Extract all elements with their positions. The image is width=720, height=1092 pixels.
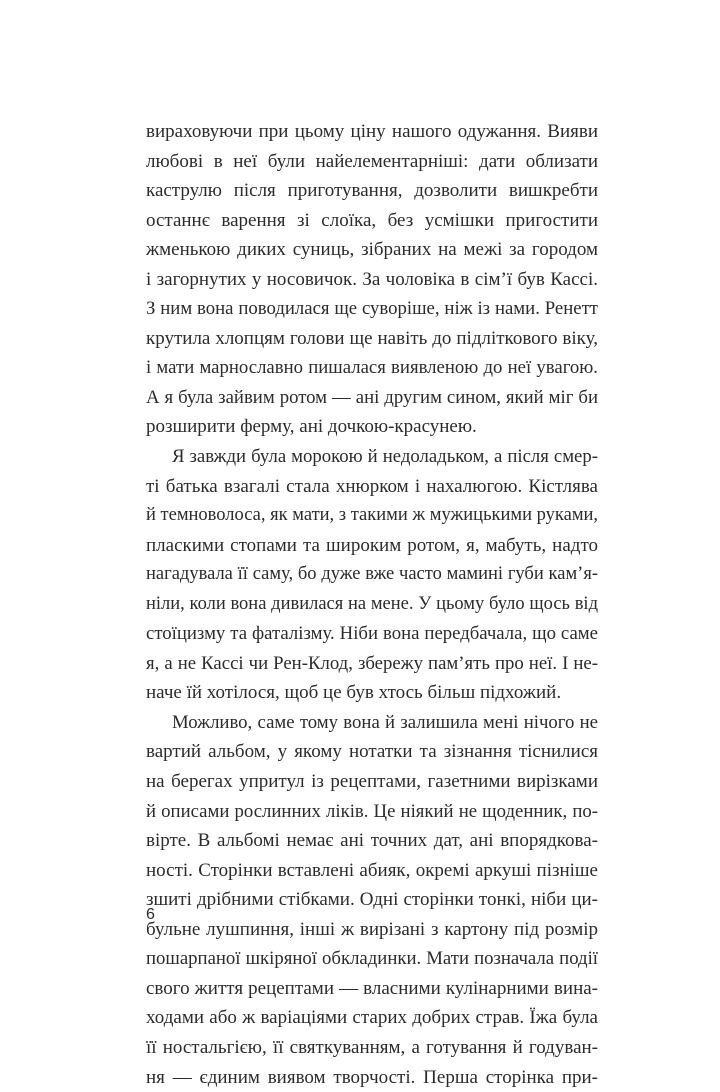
text-line: на берегах упритул із рецептами, газетними вирізками xyxy=(146,767,598,797)
text-line: я, а не Кассі чи Рен-Клод, збережу пам’ять про неї. І не- xyxy=(146,649,598,679)
text-line: жменькою диких суниць, зібраних на межі за городом xyxy=(146,235,598,265)
text-line: любові в неї були найелементарніші: дати облизати xyxy=(146,147,598,177)
text-line: стоїцизму та фаталізму. Ніби вона передбачала, що саме xyxy=(146,619,598,649)
text-line: нагадувала її саму, бо дуже вже часто мамині губи кам’я- xyxy=(146,560,598,590)
text-line: З ним вона поводилася ще суворіше, ніж із нами. Ренетт xyxy=(146,294,598,324)
text-line: ніли, коли вона дивилася на мене. У цьому було щось від xyxy=(146,590,598,620)
text-line: Можливо, саме тому вона й залишила мені нічого не xyxy=(146,708,598,738)
text-line: її ностальгією, її святкуванням, а готування й годуван- xyxy=(146,1033,598,1063)
text-line: А я була зайвим ротом — ані другим сином, який міг би xyxy=(146,383,598,413)
text-line: і загорнутих у носовичок. За чоловіка в сім’ї був Кассі. xyxy=(146,265,598,295)
text-line: крутила хлопцям голови ще навіть до підліткового віку, xyxy=(146,324,598,354)
text-line: вартий альбом, у якому нотатки та зізнання тіснилися xyxy=(146,737,598,767)
text-line: останнє варення зі слоїка, без усмішки пригостити xyxy=(146,206,598,236)
text-line: ня — єдиним виявом творчості. Перша сторінка при- xyxy=(146,1063,598,1092)
text-line: і мати марнославно пишалася виявленою до неї увагою. xyxy=(146,353,598,383)
text-line: наче їй хотілося, щоб це був хтось більш підхожий. xyxy=(146,678,598,708)
text-line: вираховуючи при цьому ціну нашого одужання. Вияви xyxy=(146,117,598,147)
text-line: вірте. В альбомі немає ані точних дат, ані впорядкова- xyxy=(146,826,598,856)
page-number: 6 xyxy=(146,905,155,925)
text-line: свого життя рецептами — власними кулінарними вина- xyxy=(146,974,598,1004)
body-text xyxy=(146,117,598,1092)
text-line: ходами або ж варіаціями старих добрих страв. Їжа була xyxy=(146,1003,598,1033)
text-line: розширити ферму, ані дочкою-красунею. xyxy=(146,412,598,442)
text-line: бульне лушпиння, інші ж вирізані з картону під розмір xyxy=(146,915,598,945)
text-line: ті батька взагалі стала хнюрком і нахалюгою. Кістлява xyxy=(146,472,598,502)
text-line: пошарпаної шкіряної обкладинки. Мати позначала події xyxy=(146,944,598,974)
text-line: Я завжди була морокою й недоладьком, а після смер- xyxy=(146,442,598,472)
text-line: й темноволоса, як мати, з такими ж мужицькими руками, xyxy=(146,501,598,531)
text-line: й описами рослинних ліків. Це ніякий не щоденник, по- xyxy=(146,797,598,827)
text-line: пласкими стопами та широким ротом, я, мабуть, надто xyxy=(146,531,598,561)
text-line: каструлю після приготування, дозволити вишкребти xyxy=(146,176,598,206)
text-line: зшиті дрібними стібками. Одні сторінки тонкі, ніби ци- xyxy=(146,885,598,915)
text-line: ності. Сторінки вставлені абияк, окремі аркуші пізніше xyxy=(146,856,598,886)
